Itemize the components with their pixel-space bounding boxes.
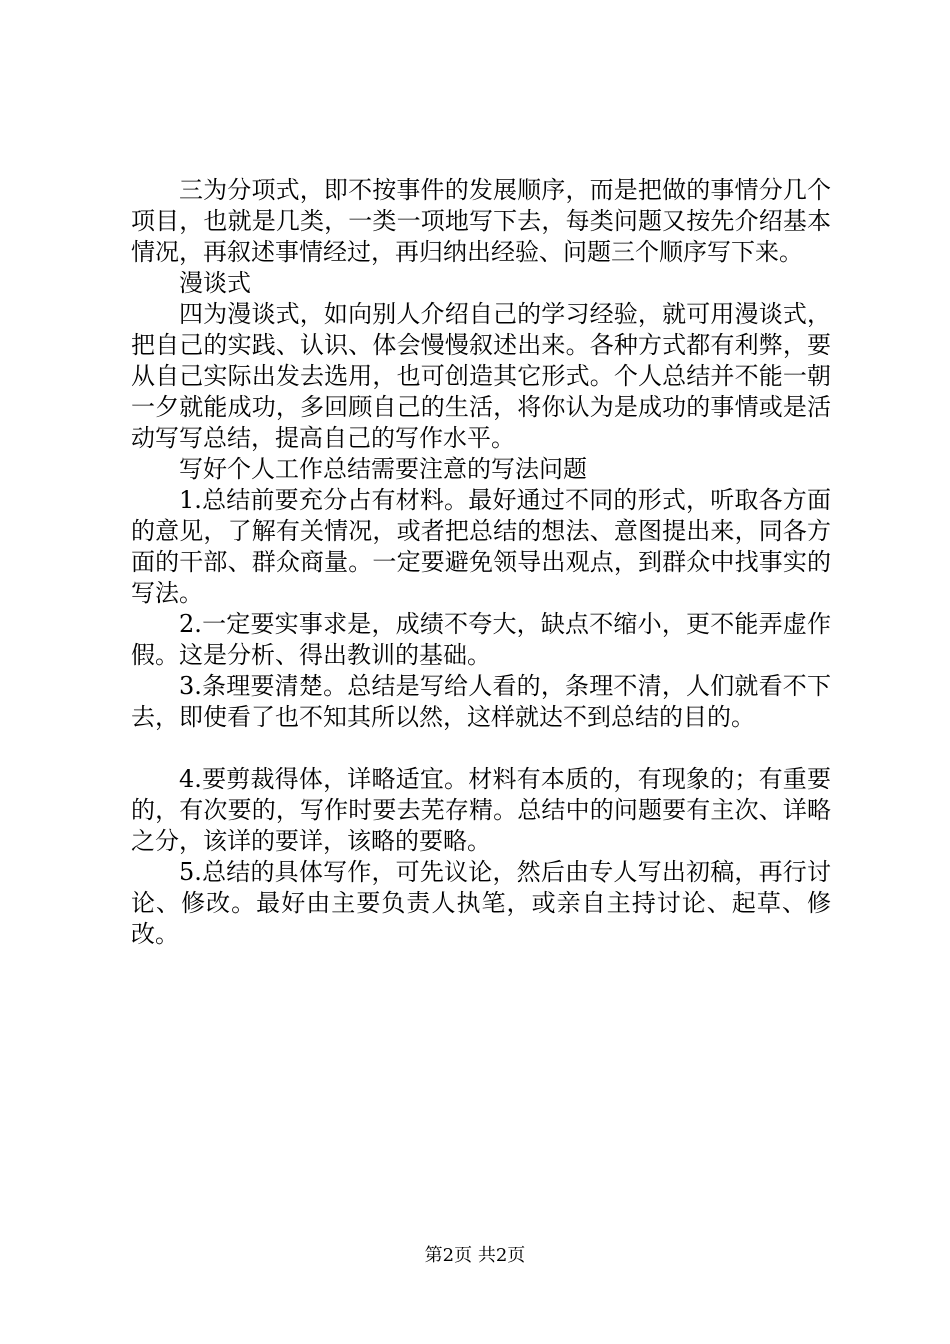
paragraph-mantan: 四为漫谈式，如向别人介绍自己的学习经验，就可用漫谈式，把自己的实践、认识、体会慢慢叙述出来。各种方式都有利弊，要从自己实际出发去选用，也可创造其它形式。个人总结并不能一朝一夕就能成功，多回顾自己的生活，将你认为是成功的事情或是活动写写总结，提高自己的写作水平。 (131, 300, 831, 452)
heading-writing-issues: 写好个人工作总结需要注意的写法问题 (179, 455, 587, 483)
paragraph-fenxiang: 三为分项式，即不按事件的发展顺序，而是把做的事情分几个项目，也就是几类，一类一项地写下去，每类问题又按先介绍基本情况，再叙述事情经过，再归纳出经验、问题三个顺序写下来。 (131, 176, 831, 266)
heading-mantan: 漫谈式 (179, 269, 251, 297)
page-footer: 第2页 共2页 (424, 1245, 526, 1266)
paragraph-item-4: 4.要剪裁得体，详略适宜。材料有本质的，有现象的；有重要的，有次要的，写作时要去芜存精。总结中的问题要有主次、详略之分，该详的要详，该略的要略。 (131, 765, 831, 855)
paragraph-item-3: 3.条理要清楚。总结是写给人看的，条理不清，人们就看不下去，即使看了也不知其所以然，这样就达不到总结的目的。 (131, 672, 831, 731)
paragraph-item-1: 1.总结前要充分占有材料。最好通过不同的形式，听取各方面的意见，了解有关情况，或者把总结的想法、意图提出来，同各方面的干部、群众商量。一定要避免领导出观点，到群众中找事实的写法。 (131, 486, 831, 607)
document-body (131, 175, 831, 950)
paragraph-item-2: 2.一定要实事求是，成绩不夸大，缺点不缩小，更不能弄虚作假。这是分析、得出教训的基础。 (131, 610, 831, 669)
paragraph-item-5: 5.总结的具体写作，可先议论，然后由专人写出初稿，再行讨论、修改。最好由主要负责人执笔，或亲自主持讨论、起草、修改。 (131, 858, 831, 948)
